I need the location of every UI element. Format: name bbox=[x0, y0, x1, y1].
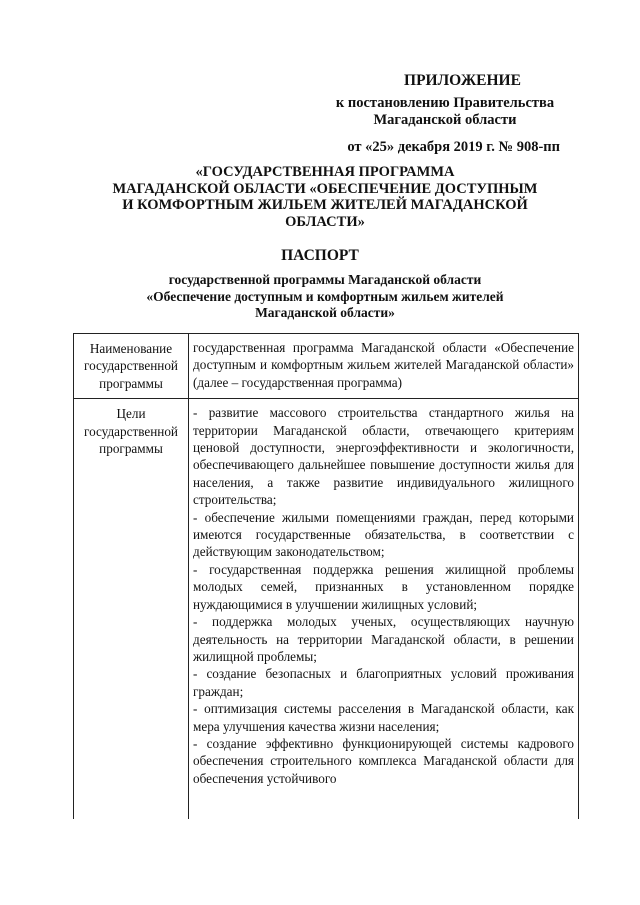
label-text: Цели bbox=[116, 406, 146, 422]
passport-subtitle-line-1: государственной программы Магаданской области bbox=[168, 272, 482, 287]
goal-item: - обеспечение жилыми помещениями граждан, перед которыми имеются государственные обязательства, в соответствии с действующим законодательством; bbox=[193, 509, 574, 560]
table-row bbox=[74, 334, 579, 399]
appendix-header bbox=[310, 72, 560, 156]
goal-item: - поддержка молодых ученых, осуществляющих научную деятельность на территории Магаданской области, в решении жилищной проблемы; bbox=[193, 614, 574, 664]
goal-item: - создание эффективно функционирующей системы кадрового обеспечения строительного комплекса Магаданской области для обеспечения устойчивого bbox=[193, 735, 574, 786]
passport-table bbox=[73, 333, 579, 819]
appendix-date-line: от «25» декабря 2019 г. № 908-пп bbox=[347, 139, 560, 155]
goal-item: - развитие массового строительства стандартного жилья на территории Магаданской области, отвечающего критериям ценовой доступности, энергоэффективности и экологичности, обеспечивающего дальнейшее повышение доступности жилья для населения, а также развитие индивидуального жилищного строительства; bbox=[193, 405, 574, 508]
label-text: программы bbox=[99, 375, 163, 391]
table-row bbox=[74, 399, 579, 820]
goal-item: - оптимизация системы расселения в Магаданской области, как мера улучшения качества жизни населения; bbox=[193, 701, 574, 734]
program-title-line-4: ОБЛАСТИ» bbox=[285, 213, 365, 230]
program-title-line-3: И КОМФОРТНЫМ ЖИЛЬЕМ ЖИТЕЛЕЙ МАГАДАНСКОЙ bbox=[122, 197, 528, 213]
row-content-goals bbox=[189, 399, 579, 820]
goal-item: - создание безопасных и благоприятных условий проживания граждан; bbox=[193, 666, 574, 699]
passport-subtitle bbox=[70, 272, 580, 322]
passport-subtitle-line-3: Магаданской области» bbox=[255, 305, 395, 320]
appendix-title: ПРИЛОЖЕНИЕ bbox=[404, 72, 521, 89]
goal-item: - государственная поддержка решения жилищной проблемы молодых семей, признанных в установленном порядке нуждающимися в улучшении жилищных условий; bbox=[193, 561, 574, 612]
passport-title: ПАСПОРТ bbox=[281, 247, 359, 264]
row-label-goals bbox=[74, 399, 189, 820]
label-text: программы bbox=[99, 441, 163, 457]
program-title-line-2: МАГАДАНСКОЙ ОБЛАСТИ «ОБЕСПЕЧЕНИЕ ДОСТУПНЫМ bbox=[112, 180, 538, 197]
goals-list bbox=[193, 404, 574, 809]
label-text: государственной bbox=[84, 358, 178, 374]
passport-subtitle-line-2: «Обеспечение доступным и комфортным жильем жителей bbox=[146, 288, 504, 304]
row-content-name: государственная программа Магаданской области «Обеспечение доступным и комфортным жильем жителей Магаданской области» (далее – государственная программа) bbox=[189, 334, 579, 399]
program-title bbox=[90, 164, 560, 230]
label-text: государственной bbox=[84, 423, 178, 439]
label-text: Наименование bbox=[89, 341, 173, 356]
program-title-line-1: «ГОСУДАРСТВЕННАЯ ПРОГРАММА bbox=[195, 164, 455, 180]
appendix-line-2: Магаданской области bbox=[373, 112, 517, 128]
appendix-line-1: к постановлению Правительства bbox=[335, 95, 555, 111]
row-label-name bbox=[74, 334, 189, 399]
